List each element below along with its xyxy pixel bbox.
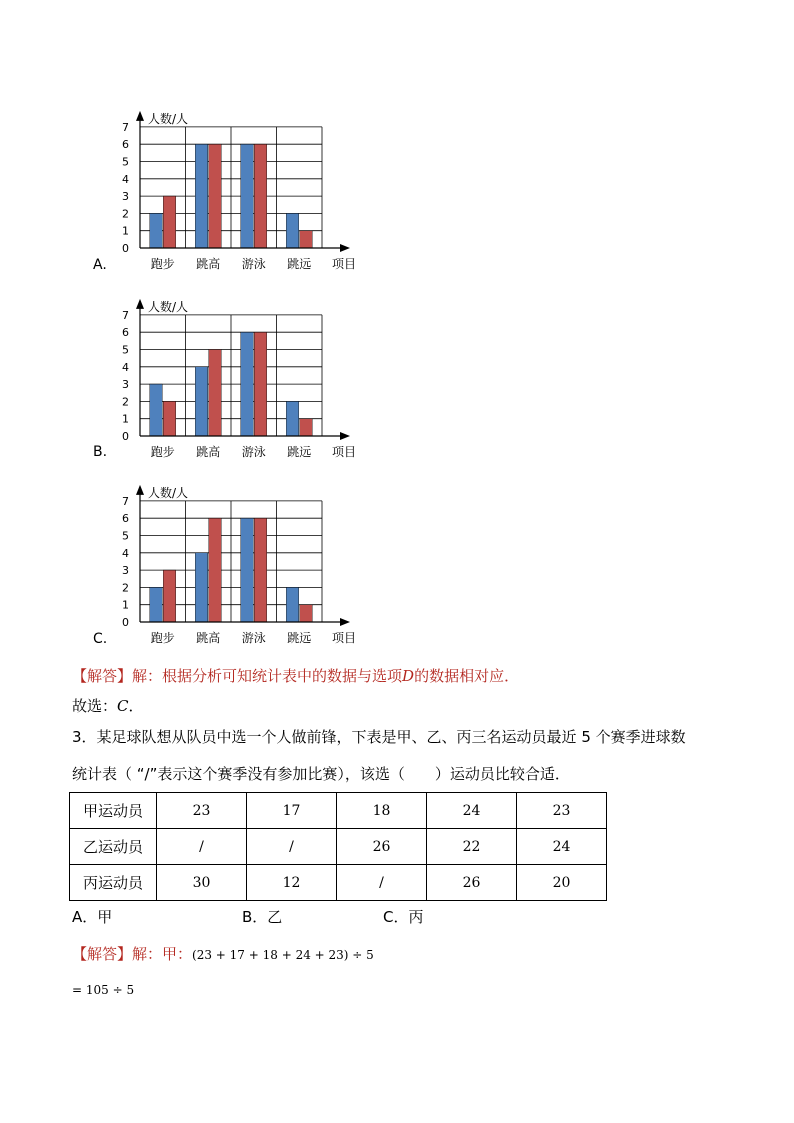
- bar: [300, 605, 313, 622]
- answer-line-1: [72, 665, 519, 686]
- row-name: 丙运动员: [70, 865, 157, 901]
- table-row: [70, 865, 607, 901]
- choose-prefix: 故选：: [72, 697, 118, 715]
- table-cell: 26: [337, 829, 427, 865]
- x-axis-label: 项目: [332, 631, 357, 645]
- table-cell: 24: [427, 793, 517, 829]
- bar: [286, 587, 299, 622]
- y-axis-arrow-icon: [136, 485, 144, 495]
- answer-step-2: = 105 ÷ 5: [72, 983, 135, 997]
- table-cell: 23: [517, 793, 607, 829]
- choice-b: B．乙: [242, 908, 283, 926]
- x-tick-label: 跳高: [196, 631, 221, 645]
- y-tick-label: 0: [122, 242, 129, 255]
- bar: [195, 553, 208, 622]
- table-cell: 20: [517, 865, 607, 901]
- row-name: 甲运动员: [70, 793, 157, 829]
- x-tick-label: 跳高: [196, 257, 221, 271]
- answer3-tag: 【解答】: [72, 945, 133, 963]
- y-tick-label: 0: [122, 616, 129, 629]
- y-tick-label: 4: [122, 172, 129, 186]
- table-cell: 23: [157, 793, 247, 829]
- x-tick-label: 游泳: [241, 257, 266, 271]
- y-tick-label: 2: [122, 207, 129, 221]
- answer-var: D: [402, 667, 415, 685]
- y-tick-label: 3: [122, 190, 129, 204]
- table-cell: 18: [337, 793, 427, 829]
- table-cell: 17: [247, 793, 337, 829]
- table-row: [70, 829, 607, 865]
- table-cell: 22: [427, 829, 517, 865]
- y-tick-label: 1: [122, 224, 129, 238]
- goals-table: [69, 792, 607, 901]
- answer-line-3: [72, 943, 374, 964]
- x-tick-label: 跑步: [150, 445, 175, 459]
- choice-a: A．甲: [72, 908, 113, 926]
- table-cell: /: [337, 865, 427, 901]
- y-tick-label: 7: [122, 494, 129, 508]
- y-tick-label: 1: [122, 598, 129, 612]
- y-tick-label: 1: [122, 412, 129, 426]
- option-c-label: C.: [93, 631, 108, 647]
- y-axis-label: 人数/人: [148, 111, 189, 126]
- bar: [209, 518, 222, 622]
- y-tick-label: 7: [122, 308, 129, 322]
- answer3-text: 解：甲：: [132, 945, 193, 963]
- table-cell: 24: [517, 829, 607, 865]
- answer3-expr: (23 + 17 + 18 + 24 + 23) ÷ 5: [192, 948, 374, 962]
- table-cell: 30: [157, 865, 247, 901]
- x-tick-label: 跳远: [287, 257, 312, 271]
- answer-tag: 【解答】: [72, 667, 133, 685]
- question-3-line-1: 3．某足球队想从队员中选一个人做前锋，下表是甲、乙、丙三名运动员最近 5 个赛季进球数: [72, 728, 686, 746]
- x-tick-label: 跑步: [150, 631, 175, 645]
- bar: [150, 587, 163, 622]
- question-3-line-2: 统计表（ “/”表示这个赛季没有参加比赛），该选（ ）运动员比较合适．: [72, 765, 570, 783]
- y-tick-label: 3: [122, 564, 129, 578]
- x-tick-label: 跑步: [150, 257, 175, 271]
- table-cell: /: [247, 829, 337, 865]
- x-tick-label: 跳远: [287, 631, 312, 645]
- y-tick-label: 6: [122, 326, 129, 340]
- y-tick-label: 6: [122, 512, 129, 526]
- table-cell: 26: [427, 865, 517, 901]
- y-axis-label: 人数/人: [148, 299, 189, 314]
- y-tick-label: 4: [122, 360, 129, 374]
- table-row: [70, 793, 607, 829]
- y-tick-label: 2: [122, 395, 129, 409]
- x-tick-label: 跳远: [287, 445, 312, 459]
- y-tick-label: 0: [122, 430, 129, 443]
- option-a-label: A.: [93, 257, 107, 273]
- y-tick-label: 5: [122, 155, 129, 169]
- choose-tail: ．: [128, 697, 144, 715]
- option-b-label: B.: [93, 444, 108, 460]
- x-axis-arrow-icon: [340, 618, 350, 626]
- bar: [254, 518, 267, 622]
- bar: [163, 570, 176, 622]
- y-tick-label: 5: [122, 529, 129, 543]
- choose-line: [72, 695, 144, 716]
- y-tick-label: 2: [122, 581, 129, 595]
- table-cell: 12: [247, 865, 337, 901]
- answer-text: 解：根据分析可知统计表中的数据与选项: [132, 667, 403, 685]
- row-name: 乙运动员: [70, 829, 157, 865]
- x-axis-label: 项目: [332, 257, 357, 271]
- y-tick-label: 4: [122, 546, 129, 560]
- y-tick-label: 6: [122, 138, 129, 152]
- y-axis-label: 人数/人: [148, 485, 189, 500]
- choose-var: C: [117, 697, 129, 715]
- y-tick-label: 3: [122, 378, 129, 392]
- x-tick-label: 跳高: [196, 445, 221, 459]
- x-tick-label: 游泳: [241, 631, 266, 645]
- x-tick-label: 游泳: [241, 445, 266, 459]
- answer-tail: 的数据相对应．: [414, 667, 520, 685]
- table-cell: /: [157, 829, 247, 865]
- y-tick-label: 5: [122, 343, 129, 357]
- y-tick-label: 7: [122, 120, 129, 134]
- x-axis-label: 项目: [332, 445, 357, 459]
- choice-c: C．丙: [383, 908, 424, 926]
- bar: [241, 518, 254, 622]
